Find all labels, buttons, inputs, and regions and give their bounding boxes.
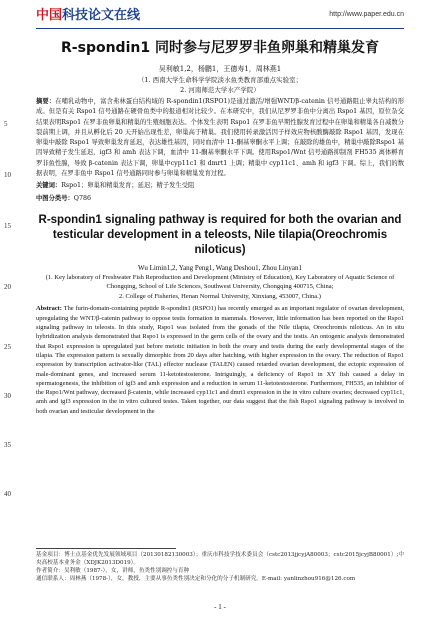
title-en: R-spondin1 signaling pathway is required for both the ovarian and testicular development in a teleosts, Nile tilapia(Oreochromis niloticus) [38,213,402,256]
line-number: 5 [4,120,8,128]
page-header [0,0,440,34]
title-cn: R-spondin1 同时参与尼罗罗非鱼卵巢和精巢发育 [61,40,379,56]
site-url[interactable]: http://www.paper.edu.cn [329,11,404,18]
abstract-cn-text: 在哺乳动物中，富含弗林蛋白结构域的 R-spondin1(RSPO1)是通过激活/增强WNT/β-catenin 信号通路阻止睾丸结构的形成。但是有关 Rspo1 信号通路在硬骨鱼类中的报道相对比较少。在本研究中，我们从尼罗罗非鱼中分离出 Rspo1 基因，原位杂交结果表明Rspo1 在罗非鱼卵巢和精巢的生殖细胞表达。个体发生表明 Rspo1 在罗非鱼早期性腺发育过程中在卵巢和精巢各自减数分裂前期上调，并且从孵化后 20 天开始出现性差，卵巢高于精巢。我们使用转录激活因子样效应物核酸酶敲除 Rspo1 基因，发现在卵巢中敲除 Rspo1 导致卵巢发育延迟，表达雄性基因，同时血清中 11-酮基睾酮水平上调；在敲除的雄鱼中，精巢中敲除Rspo1 基因导致精子发生延迟，igf3 和 amh 表达下调，血清中 11-酮基睾酮水平下调。使用Rspo1/Wnt 信号通路抑制剂 FH535 离体孵育罗非鱼性腺，导致 β-catenin 表达下调，卵巢中cyp11c1 和 dmrt1 上调；精巢中 cyp11c1、amh 和 igf3 下调。综上，我们的数据表明，在罗非鱼中 Rspo1 信号通路同时参与卵巢和精巢发育过程。 [36,98,404,178]
clc-cn-label: 中图分类号： [36,194,74,202]
logo-cn-text: 中国 [36,8,63,23]
line-number: 10 [4,171,11,179]
line-number: 40 [4,490,11,498]
logo-main-text: 科技论文在线 [62,8,141,23]
page-number: - 1 - [214,603,226,611]
affiliation-cn-1: （1. 西南大学生命科学学院淡水鱼类教育部重点实验室； [137,76,303,84]
line-number: 15 [4,222,11,230]
clc-cn [36,194,404,204]
abstract-cn [36,97,404,179]
abstract-en-text: The furin-domain-containing peptide R-spondin1 (RSPO1) has recently emerged as an important regulator of ovarian development, upregulating the WNT/β-catenin pathway to oppose testis formation in mammals. However, little information has been reported on the Rspo1 signaling pathway in teleosts. In this study, Rspo1 was isolated from the gonads of the Nile tilapia, Oreochromis niloticus. An in situ hybridization analysis demonstrated that Rspo1 is expressed in the germ cells of the ovary and the testis. An ontogenic analysis demonstrated that Rspo1 expression is upregulated just before meiotic initiation in both the ovary and testis during the early developmental stages of the tilapia. The expression pattern is sexually dimorphic from 20 days after hatching, with higher expression in the ovary. The reduction of Rspo1 expression by transcription activator-like (TAL) effector nuclease (TALEN) caused retarded ovarian development, the ectopic expression of male-dominant genes, and increased serum 11-ketotestosterone. Intriguingly, a deficiency of Rspo1 in XY fish caused a delay in spermatogenesis, the inhibition of igf3 and amh expression and a reduction in serum 11-ketotestosterone. Furthermore, FH535, an inhibitor of the Rspo1/Wnt pathway, decreased β-catenin, while increased cyp11c1 and dmrt1 expression in the in vitro culture ovaries; decreased cyp11c1, amh and igf3 expression in the in vitro cultured testes. Taken together, our data suggest that the fish Rspo1 signaling pathway is involved in both ovarian and testicular development in the [36,305,405,415]
clc-cn-text: Q786 [73,194,91,202]
affiliation-cn-2: 2. 河南师范大学水产学院） [180,86,260,94]
affiliation-en-1: (1. Key laboratory of Freshwater Fish Reproduction and Development (Ministry of Education), Key Laboratory of Aquatic Science of Chongqing, School of Life Sciences, Southwest University, Chongqing 400715, China; [45,273,395,291]
line-number: 35 [4,441,11,449]
footnotes [36,551,404,583]
keywords-cn [36,181,404,191]
footnote-correspondence: 通信联系人：周林燕（1978-），女，教授，主要从事鱼类性别决定和分化的分子机制研究。E-mail: yanlinzhou916@126.com [36,576,356,582]
abstract-en [36,304,404,416]
authors-en: Wu Limin1,2, Yang Peng1, Wang Deshou1, Zhou Linyan1 [138,263,302,272]
footnote-author: 作者简介：吴利敏（1987-），女，讲师，鱼类性别调控与育种 [36,568,190,574]
footnote-divider [36,548,176,549]
line-number: 20 [4,283,11,291]
paper-body [36,38,404,416]
line-number: 25 [4,343,11,351]
affiliation-en-2: 2. College of Fisheries, Henan Normal University, Xinxiang, 453007, China.) [119,292,321,300]
line-number: 30 [4,392,11,400]
header-divider [36,28,404,29]
authors-cn: 吴利敏1,2，杨鹏1，王德寿1，周林燕1 [158,65,282,73]
footnote-funding: 基金项目：博士点基金优先发展领域项目（20130182130003）；重庆市科技学技术委员会（cstc2013jjcyjA80003；cstc2015jcyjB80001）;中央高校基本业务金（XDJK2013D019）。 [36,552,404,566]
abstract-cn-label: 摘要： [36,98,56,105]
site-logo[interactable] [36,8,140,24]
keywords-cn-label: 关键词： [36,182,62,190]
keywords-cn-text: Rspo1；卵巢和精巢发育；延迟；精子发生受阻 [61,182,195,190]
abstract-en-label: Abstract: [36,305,62,313]
